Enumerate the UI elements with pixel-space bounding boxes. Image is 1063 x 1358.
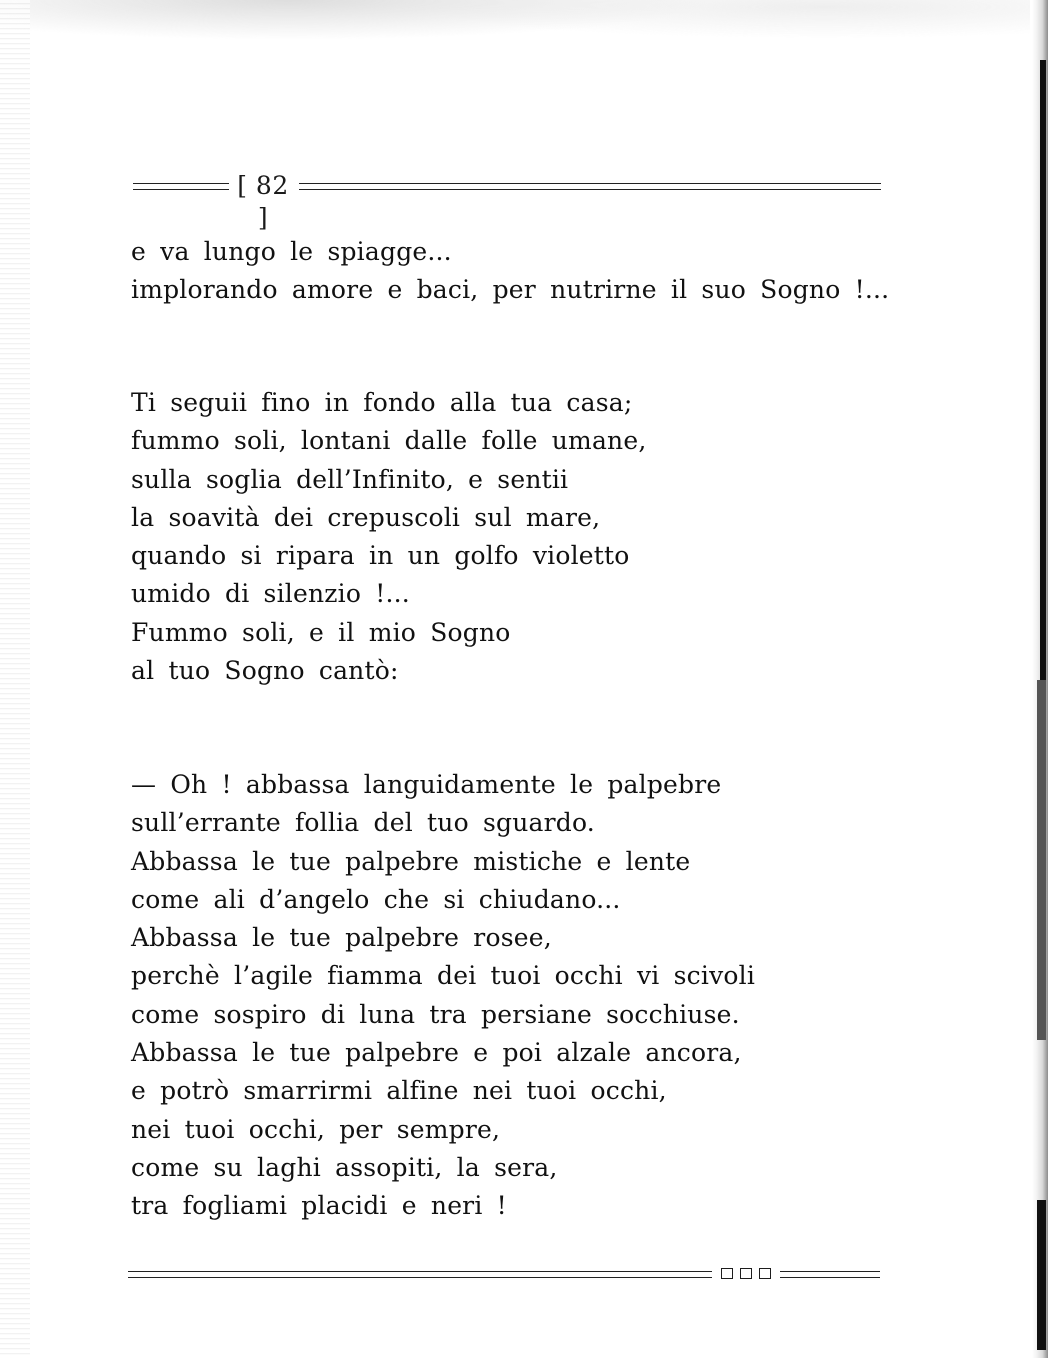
verse-line: tra fogliami placidi e neri ! — [131, 1191, 507, 1221]
verse-line: come ali d’angelo che si chiudano... — [131, 884, 621, 914]
verse-line: nei tuoi occhi, per sempre, — [131, 1114, 501, 1144]
verse-line: quando si ripara in un golfo violetto — [131, 541, 630, 571]
footer-rule-left-bottom — [128, 1277, 712, 1278]
verse-line: umido di silenzio !... — [131, 579, 410, 609]
stanza-2 — [131, 384, 647, 690]
verse-line: come su laghi assopiti, la sera, — [131, 1152, 558, 1182]
verse-line: — Oh ! abbassa languidamente le palpebre — [131, 770, 722, 799]
footer-rule-left-top — [128, 1271, 712, 1272]
verse-line: fummo soli, lontani dalle folle umane, — [131, 426, 647, 456]
footer-rule-right-bottom — [780, 1277, 880, 1278]
verse-line: sull’errante follia del tuo sguardo. — [131, 808, 595, 838]
stanza-1 — [131, 233, 889, 310]
spine-edge-line-lower — [1037, 1200, 1046, 1350]
verse-line: al tuo Sogno cantò: — [131, 656, 399, 686]
header-rule-right-top — [299, 183, 881, 184]
footer-rule-right-top — [780, 1271, 880, 1272]
spine-edge-line-middle — [1037, 680, 1046, 1040]
spine-edge-line-upper — [1040, 60, 1046, 680]
header-rule-right-bottom — [299, 189, 881, 190]
page-header — [133, 170, 881, 232]
verse-line: Ti seguii fino in fondo alla tua casa; — [131, 388, 633, 417]
verse-line: Abbassa le tue palpebre e poi alzale ancora, — [131, 1038, 742, 1068]
header-rule-left-bottom — [133, 189, 229, 190]
scan-speckle-top — [0, 0, 1030, 70]
verse-line: implorando amore e baci, per nutrirne il suo Sogno !... — [131, 275, 890, 305]
square-ornament-icon — [759, 1268, 771, 1279]
verse-line: sulla soglia dell’Infinito, e sentii — [131, 464, 569, 494]
verse-line: e potrò smarrirmi alfine nei tuoi occhi, — [131, 1076, 667, 1106]
page-footer-ornament — [128, 1263, 880, 1287]
verse-line: Abbassa le tue palpebre rosee, — [131, 923, 552, 953]
square-ornament-icon — [740, 1268, 752, 1279]
verse-line: Abbassa le tue palpebre mistiche e lente — [131, 846, 691, 876]
verse-line: e va lungo le spiagge... — [131, 237, 452, 266]
square-ornament-icon — [721, 1268, 733, 1279]
stanza-3 — [131, 766, 755, 1226]
verse-line: Fummo soli, e il mio Sogno — [131, 617, 511, 647]
verse-line: come sospiro di luna tra persiane socchiuse. — [131, 999, 740, 1029]
verse-line: perchè l’agile fiamma dei tuoi occhi vi scivoli — [131, 961, 756, 991]
verse-line: la soavità dei crepuscoli sul mare, — [131, 502, 601, 532]
header-rule-left-top — [133, 183, 229, 184]
page-number: [ 82 ] — [237, 171, 289, 232]
scan-speckle-left — [0, 0, 30, 1358]
